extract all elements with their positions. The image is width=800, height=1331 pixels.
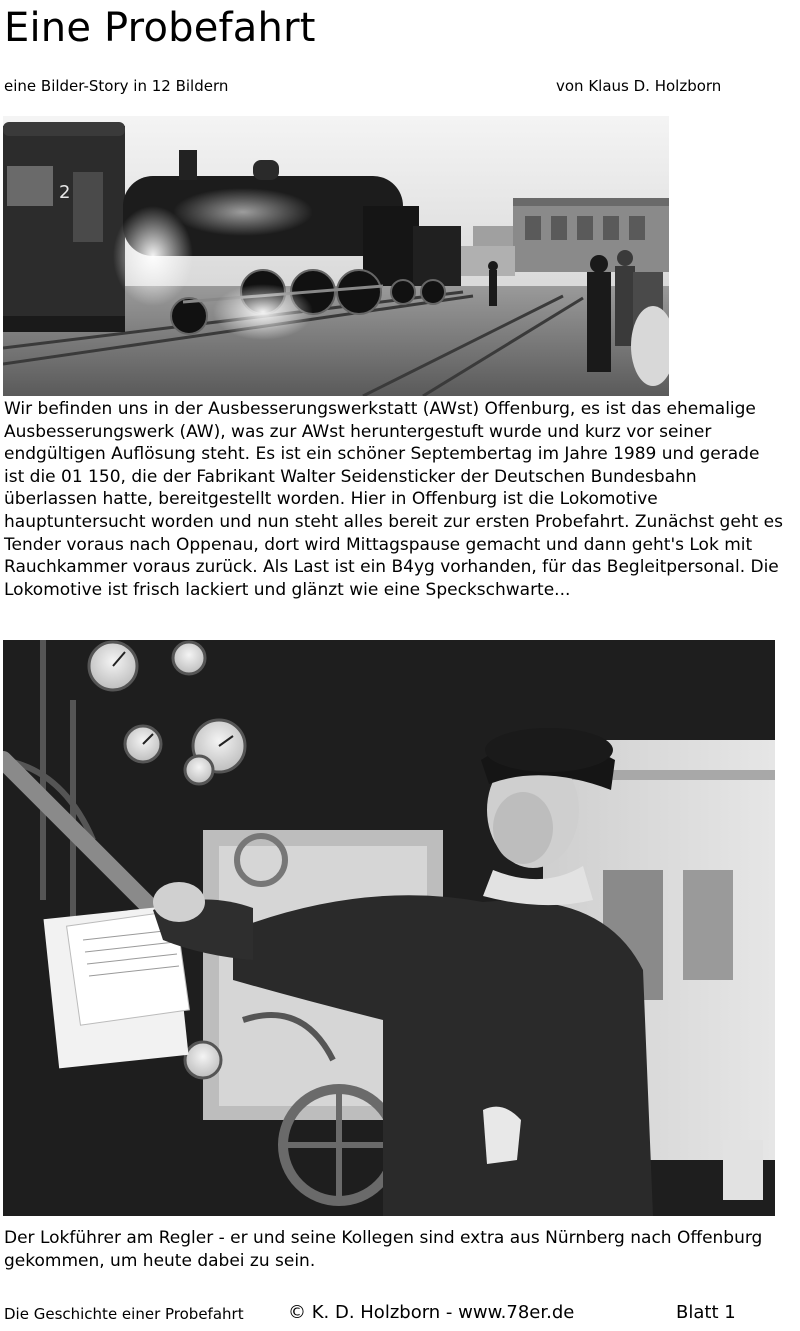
page-title: Eine Probefahrt	[4, 5, 316, 51]
story-paragraph-2: Der Lokführer am Regler - er und seine Kollegen sind extra aus Nürnberg nach Offenburg gekommen, um heute dabei zu sein.	[4, 1228, 763, 1271]
page-subtitle: eine Bilder-Story in 12 Bildern	[4, 77, 229, 95]
story-paragraph-1: Wir befinden uns in der Ausbesserungswerkstatt (AWst) Offenburg, es ist das ehemalige Ausbesserungswerk (AW), was zur AWst heruntergestuft wurde und kurz vor seiner endgültigen Auflösung steht. Es ist ein schöner Septembertag im Jahre 1989 und gerade ist die 01 150, die der Fabrikant Walter Seidensticker der Deutschen Bundesbahn überlassen hatte, bereitgestellt worden. Hier in Offenburg ist die Lokomotive hauptuntersucht worden und nun steht alles bereit zur ersten Probefahrt. Zunächst geht es Tender voraus nach Oppenau, dort wird Mittagspause gemacht und dann geht's Lok mit Rauchkammer voraus zurück. Als Last ist ein B4yg vorhanden, für das Begleitpersonal. Die Lokomotive ist frisch lackiert und glänzt wie eine Speckschwarte...	[4, 399, 783, 600]
footer-story-label: Die Geschichte einer Probefahrt	[4, 1305, 244, 1323]
footer-sheet-number: Blatt 1	[676, 1302, 736, 1323]
author-credit: von Klaus D. Holzborn	[556, 77, 722, 95]
photo-engine-driver	[3, 640, 775, 1216]
photo-locomotive-yard	[3, 116, 669, 396]
page-footer	[4, 1302, 794, 1326]
footer-copyright: © K. D. Holzborn - www.78er.de	[288, 1302, 575, 1323]
coach-class-number: 2	[59, 182, 71, 203]
